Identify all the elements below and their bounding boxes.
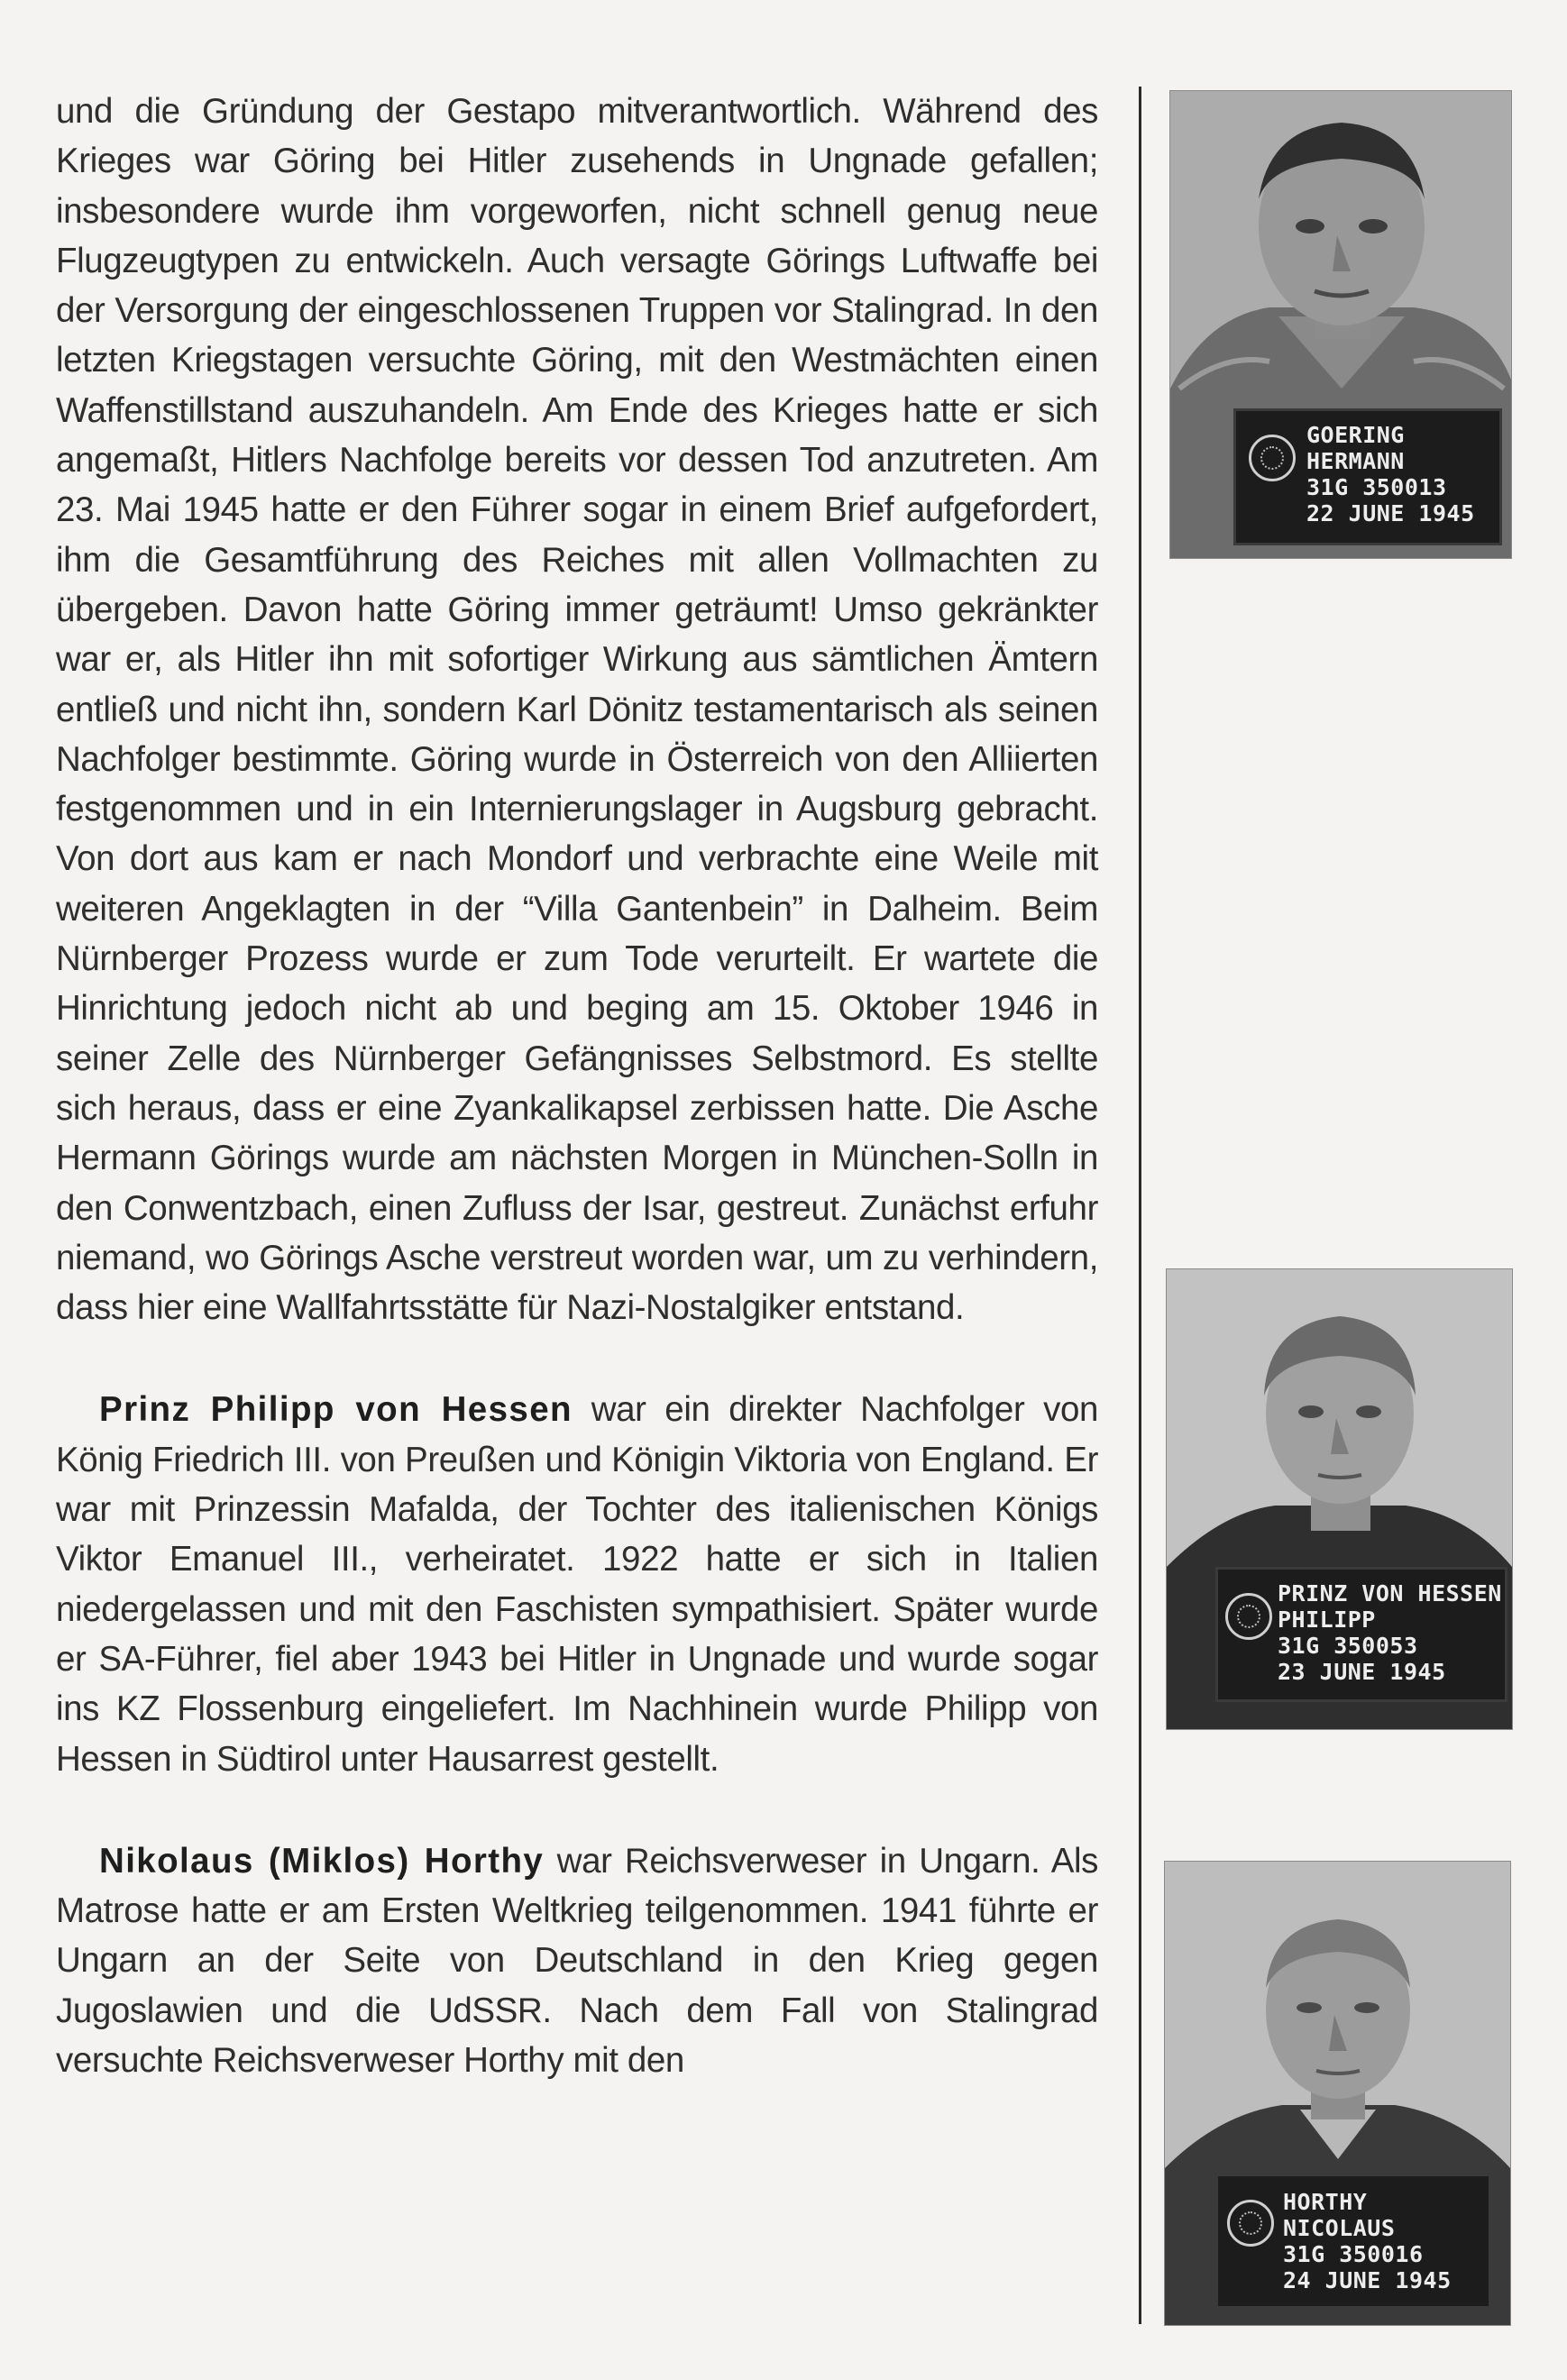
placard-number: 31G 350053 bbox=[1278, 1633, 1418, 1659]
placard-firstname: NICOLAUS bbox=[1283, 2215, 1396, 2241]
placard-date: 22 JUNE 1945 bbox=[1306, 500, 1475, 526]
placard-firstname: PHILIPP bbox=[1278, 1606, 1376, 1633]
horthy-text: war Reichsverweser in Ungarn. Als Matrose hatte er am Ersten Weltkrieg teilgenommen. 1941 führte er Ungarn an der Seite von Deutschland in den Krieg gegen Jugoslawien und die UdSSR. Nach dem Fall von Stalingrad versuchte Reichsverweser Horthy mit den bbox=[56, 1841, 1098, 2080]
horthy-placard bbox=[1215, 2174, 1491, 2309]
seal-icon bbox=[1249, 435, 1296, 481]
text-column bbox=[56, 87, 1098, 2085]
hessen-text: war ein direkter Nachfolger von König Friedrich III. von Preußen und Königin Viktoria von England. Er war mit Prinzessin Mafalda, der Tochter des italienischen Königs Viktor Emanuel III., verheiratet. 1922 hatte er sich in Italien niedergelassen und mit den Faschisten sympathisiert. Später wurde er SA-Führer, fiel aber 1943 bei Hitler in Ungnade und wurde sogar ins KZ Flossenburg eingeliefert. Im Nachhinein wurde Philipp von Hessen in Südtirol unter Hausarrest gestellt. bbox=[56, 1390, 1098, 1779]
placard-date: 23 JUNE 1945 bbox=[1278, 1659, 1446, 1685]
placard-surname: GOERING bbox=[1306, 422, 1405, 448]
placard-surname: HORTHY bbox=[1283, 2189, 1368, 2215]
hessen-paragraph bbox=[56, 1385, 1098, 1783]
hessen-mugshot bbox=[1166, 1268, 1513, 1730]
placard-number: 31G 350016 bbox=[1283, 2241, 1424, 2267]
hessen-name: Prinz Philipp von Hessen bbox=[99, 1390, 573, 1430]
seal-icon bbox=[1227, 2200, 1274, 2247]
hessen-placard bbox=[1215, 1567, 1507, 1702]
placard-date: 24 JUNE 1945 bbox=[1283, 2267, 1452, 2293]
horthy-mugshot bbox=[1164, 1861, 1511, 2326]
horthy-name: Nikolaus (Miklos) Horthy bbox=[99, 1841, 545, 1881]
placard-number: 31G 350013 bbox=[1306, 474, 1447, 500]
placard-firstname: HERMANN bbox=[1306, 448, 1405, 474]
column-divider bbox=[1139, 87, 1141, 2324]
horthy-paragraph bbox=[56, 1836, 1098, 2085]
placard-surname: PRINZ VON HESSEN bbox=[1278, 1580, 1502, 1606]
seal-icon bbox=[1225, 1593, 1272, 1640]
goering-paragraph: und die Gründung der Gestapo mitverantwortlich. Während des Krieges war Göring bei Hitler zusehends in Ungnade gefallen; insbesondere wurde ihm vorgeworfen, nicht schnell genug neue Flugzeugtypen zu entwickeln. Auch versagte Görings Luftwaffe bei der Versorgung der eingeschlossenen Truppen vor Stalingrad. In den letzten Kriegstagen versuchte Göring, mit den Westmächten einen Waffenstillstand auszuhandeln. Am Ende des Krieges hatte er sich angemaßt, Hitlers Nachfolge bereits vor dessen Tod anzutreten. Am 23. Mai 1945 hatte er den Führer sogar in einem Brief aufgefordert, ihm die Gesamtführung des Reiches mit allen Vollmachten zu übergeben. Davon hatte Göring immer geträumt! Umso gekränkter war er, als Hitler ihn mit sofortiger Wirkung aus sämtlichen Ämtern entließ und nicht ihn, sondern Karl Dönitz testamentarisch als seinen Nachfolger bestimmte. Göring wurde in Österreich von den Alliierten festgenommen und in ein Internierungslager in Augsburg gebracht. Von dort aus kam er nach Mondorf und verbrachte eine Weile mit weiteren Angeklagten in der “Villa Gantenbein” in Dalheim. Beim Nürnberger Prozess wurde er zum Tode verurteilt. Er wartete die Hinrichtung jedoch nicht ab und beging am 15. Oktober 1946 in seiner Zelle des Nürnberger Gefängnisses Selbstmord. Es stellte sich heraus, dass er eine Zyankalikapsel zerbissen hatte. Die Asche Hermann Görings wurde am nächsten Morgen in München-Solln in den Conwentzbach, einen Zufluss der Isar, gestreut. Zunächst erfuhr niemand, wo Görings Asche verstreut worden war, um zu verhindern, dass hier eine Wallfahrtsstätte für Nazi-Nostalgiker entstand. bbox=[56, 92, 1098, 1328]
goering-mugshot bbox=[1169, 90, 1512, 559]
goering-placard bbox=[1233, 408, 1502, 545]
